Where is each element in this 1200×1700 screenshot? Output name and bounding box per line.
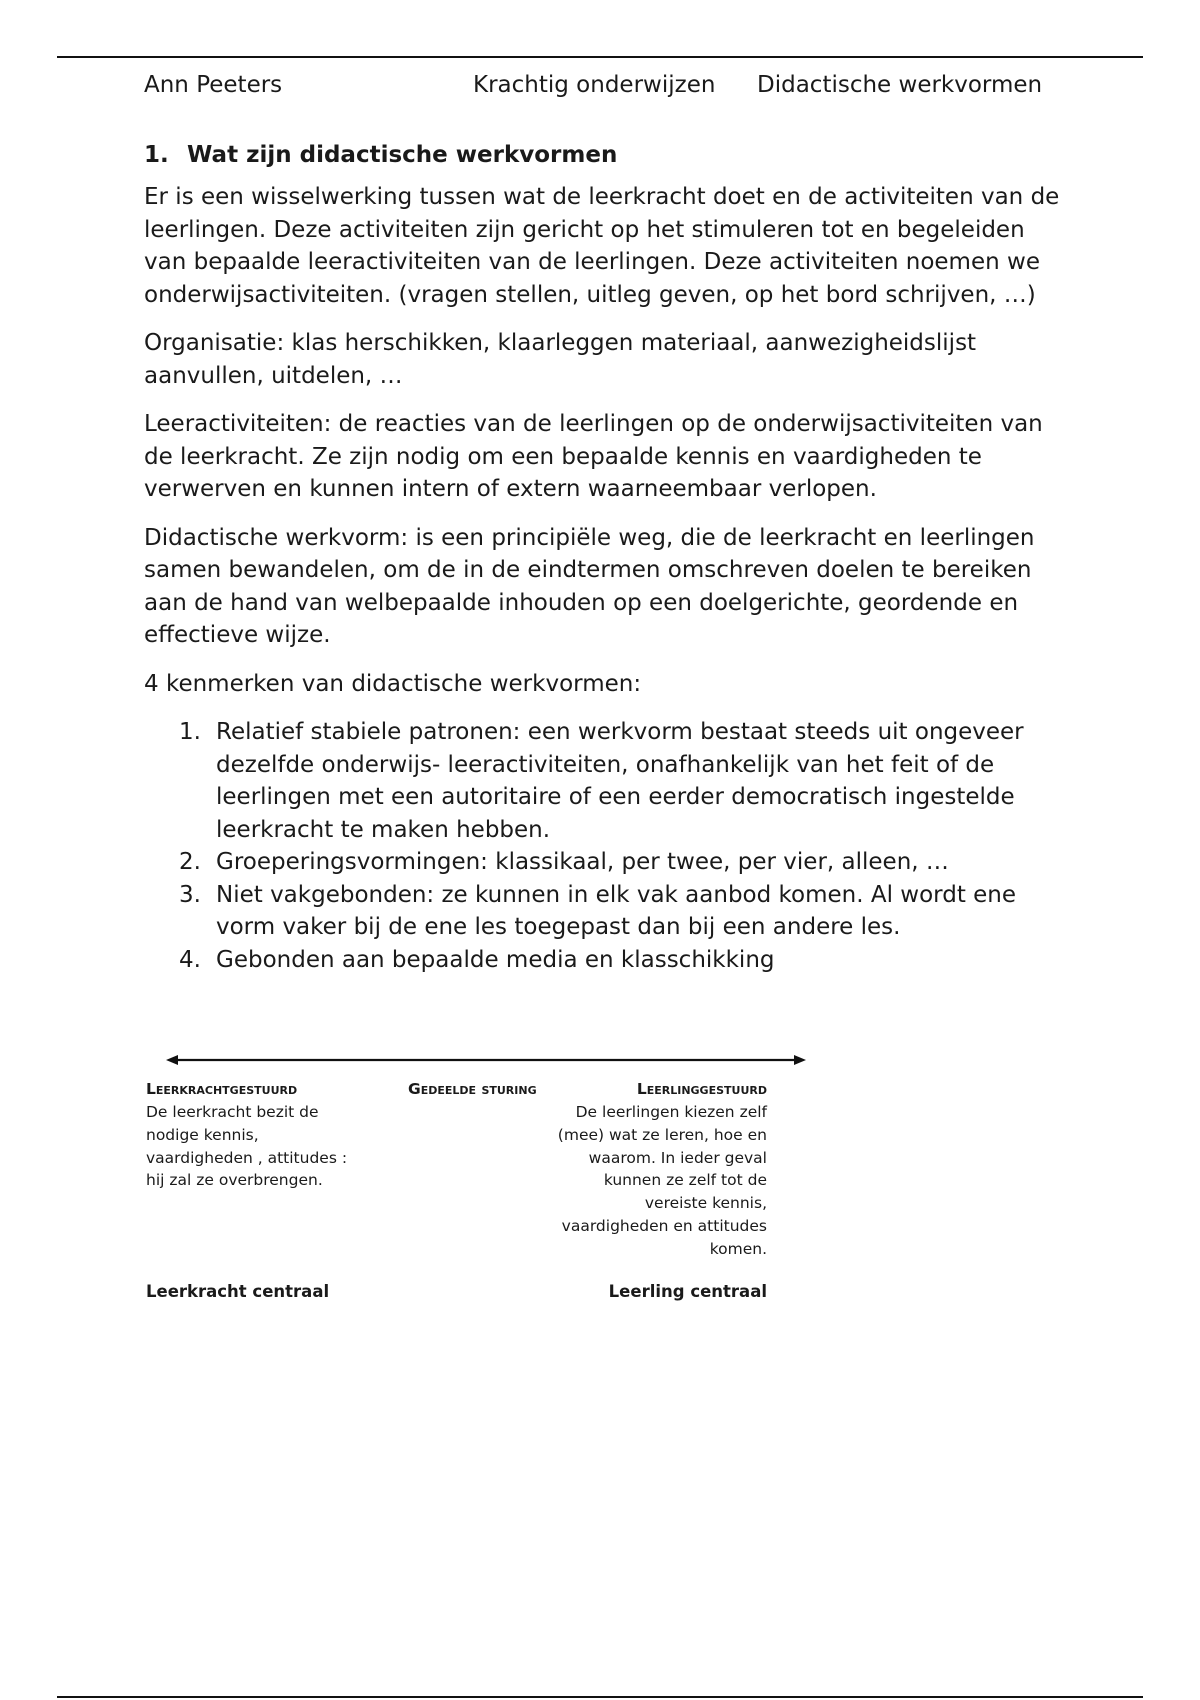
section-heading <box>144 140 1064 170</box>
list-item <box>144 716 1064 846</box>
list-item-number: 1. <box>179 719 201 745</box>
list-item-text: Relatief stabiele patronen: een werkvorm bestaat steeds uit ongeveer dezelfde onderwijs- leeractiviteiten, onafhankelijk van het feit of de leerlingen met een autoritaire of een eerder democratisch ingestelde leerkracht te maken hebben. <box>216 719 1024 843</box>
list-item-text: Gebonden aan bepaalde media en klasschikking <box>216 946 775 973</box>
list-item-text: Groeperingsvormingen: klassikaal, per twee, per vier, alleen, … <box>216 849 949 875</box>
paragraph-organisatie: Organisatie: klas herschikken, klaarleggen materiaal, aanwezigheidslijst aanvullen, uitdelen, … <box>144 330 977 389</box>
list-item-number: 4. <box>179 946 201 973</box>
header-rule <box>57 56 1143 58</box>
list-item-number: 3. <box>179 881 201 908</box>
label-gedeelde-sturing: Gedeelde sturing <box>408 1080 537 1098</box>
paragraph-kenmerken-intro: 4 kenmerken van didactische werkvormen: <box>144 670 642 697</box>
leerkrachtgestuurd-description: De leerkracht bezit de nodige kennis, vaardigheden , attitudes : hij zal ze overbrengen. <box>146 1103 348 1190</box>
double-arrow-icon <box>166 1052 806 1068</box>
list-item-number: 2. <box>179 849 201 875</box>
header-course: Krachtig onderwijzen <box>473 72 716 98</box>
page-body <box>144 140 1064 976</box>
paragraph-didactische-werkvorm: Didactische werkvorm: is een principiële weg, die de leerkracht en leerlingen samen bewandelen, om de in de eindtermen omschreven doelen te bereiken aan de hand van welbepaalde inhouden op een doelgerichte, geordende en effectieve wijze. <box>144 524 1035 648</box>
section-number: 1. <box>144 142 169 168</box>
list-item <box>144 846 1064 879</box>
section-title: Wat zijn didactische werkvormen <box>187 142 618 168</box>
list-item <box>144 879 1064 944</box>
leerlinggestuurd-description: De leerlingen kiezen zelf (mee) wat ze leren, hoe en waarom. In ieder geval kunnen ze zelf tot de vereiste kennis, vaardigheden en attitudes komen. <box>557 1103 767 1258</box>
header-author: Ann Peeters <box>144 72 283 98</box>
paragraph-wisselwerking: Er is een wisselwerking tussen wat de leerkracht doet en de activiteiten van de leerlingen. Deze activiteiten zijn gericht op het stimuleren tot en begeleiden van bepaalde leeractiviteiten van de leerlingen. Deze activiteiten noemen we onderwijsactiviteiten. (vragen stellen, uitleg geven, op het bord schrijven, …) <box>144 184 1060 308</box>
footer-rule <box>57 1696 1143 1698</box>
list-item <box>144 944 1064 977</box>
label-leerkrachtgestuurd: Leerkrachtgestuurd <box>146 1080 298 1098</box>
paragraph-leeractiviteiten: Leeractiviteiten: de reacties van de leerlingen op de onderwijsactiviteiten van de leerkracht. Ze zijn nodig om een bepaalde kennis en vaardigheden te verwerven en kunnen intern of extern waarneembaar verlopen. <box>144 411 1043 502</box>
header-topic: Didactische werkvormen <box>757 72 1043 98</box>
footer-leerling-centraal: Leerling centraal <box>608 1282 767 1301</box>
sturing-diagram <box>144 1038 839 1308</box>
kenmerken-list <box>144 716 1064 976</box>
list-item-text: Niet vakgebonden: ze kunnen in elk vak aanbod komen. Al wordt ene vorm vaker bij de ene les toegepast dan bij een andere les. <box>216 881 1017 940</box>
footer-leerkracht-centraal: Leerkracht centraal <box>146 1282 330 1301</box>
label-leerlinggestuurd: Leerlinggestuurd <box>636 1080 767 1098</box>
